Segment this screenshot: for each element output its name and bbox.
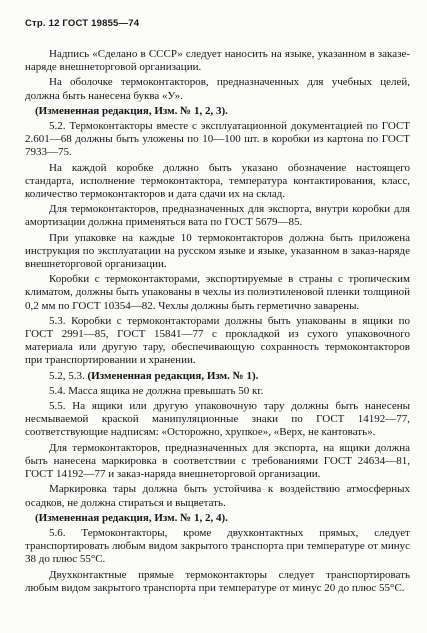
amendment-note: (Измененная редакция, Изм. № 1). [87, 369, 259, 382]
paragraph: Маркировка тары должна быть устойчива к воздействию атмосферных осадков, не должна стираться и выцветать. [25, 483, 410, 509]
paragraph: При упаковке на каждые 10 термоконтакторов должна быть приложена инструкция по эксплуатации на русском языке и языке, указанном в заказ-наряде внешнеторговой организации. [25, 231, 410, 271]
paragraph: Надпись «Сделано в СССР» следует наносить на языке, указанном в заказе-наряде внешнеторговой организации. [25, 48, 410, 74]
paragraph: Коробки с термоконтакторами, экспортируемые в страны с тропическим климатом, должны быть упакованы в чехлы из полиэтиленовой пленки толщиной 0,2 мм по ГОСТ 10354—82. Чехлы должны быть герметично заварены. [25, 273, 410, 312]
amendment-prefix: 5.2, 5.3. [49, 369, 88, 382]
paragraph: 5.6. Термоконтакторы, кроме двухконтактных прямых, следует транспортировать любым видом закрытого транспорта при температуре от минус 38 до плюс 55°С. [25, 526, 410, 566]
document-body [25, 48, 410, 597]
paragraph: 5.5. На ящики или другую упаковочную тару должны быть нанесены несмываемой краской манипуляционные знаки по ГОСТ 14192—77, соответствующие надписям: «Осторожно, хрупкое», «Верх, не кантовать». [25, 400, 410, 439]
amendment-note: (Измененная редакция, Изм. № 1, 2, 4). [35, 511, 228, 524]
amendment-line [25, 370, 410, 383]
paragraph: 5.4. Масса ящика не должна превышать 50 кг. [49, 384, 264, 397]
amendment-note: (Измененная редакция, Изм. № 1, 2, 3). [35, 104, 228, 117]
paragraph: На оболочке термоконтакторов, предназначенных для учебных целей, должна быть нанесена буква «У». [25, 76, 410, 102]
paragraph: Двухконтактные прямые термоконтакторы следует транспортировать любым видом закрытого транспорта при температуре от минус 20 до плюс 55°С. [25, 568, 410, 594]
paragraph: Для термоконтакторов, предназначенных для экспорта, на ящики должна быть нанесена маркировка в соответствии с требованиями ГОСТ 24634—81, ГОСТ 14192—77 и заказ-наряда внешнеторговой организации. [25, 441, 410, 481]
paragraph: 5.3. Коробки с термоконтакторами должны быть упакованы в ящики по ГОСТ 2991—85, ГОСТ 15841—77 с прокладкой из сухого упаковочного материала или другую тару, обеспечивающую сохранность термоконтакторов при транспортировании и хранении. [25, 314, 410, 367]
page-header: Стр. 12 ГОСТ 19855—74 [25, 18, 140, 29]
paragraph: 5.2. Термоконтакторы вместе с эксплуатационной документацией по ГОСТ 2.601—68 должны быть уложены по 10—100 шт. в коробки из картона по ГОСТ 7933—75. [25, 120, 410, 159]
paragraph: Для термоконтакторов, предназначенных для экспорта, внутри коробки для амортизации должна применяться вата по ГОСТ 5679—85. [25, 203, 410, 229]
paragraph: На каждой коробке должно быть указано обозначение настоящего стандарта, исполнение термоконтактора, температура контактирования, класс, количество термоконтакторов и дата сдачи их на склад. [25, 161, 410, 201]
